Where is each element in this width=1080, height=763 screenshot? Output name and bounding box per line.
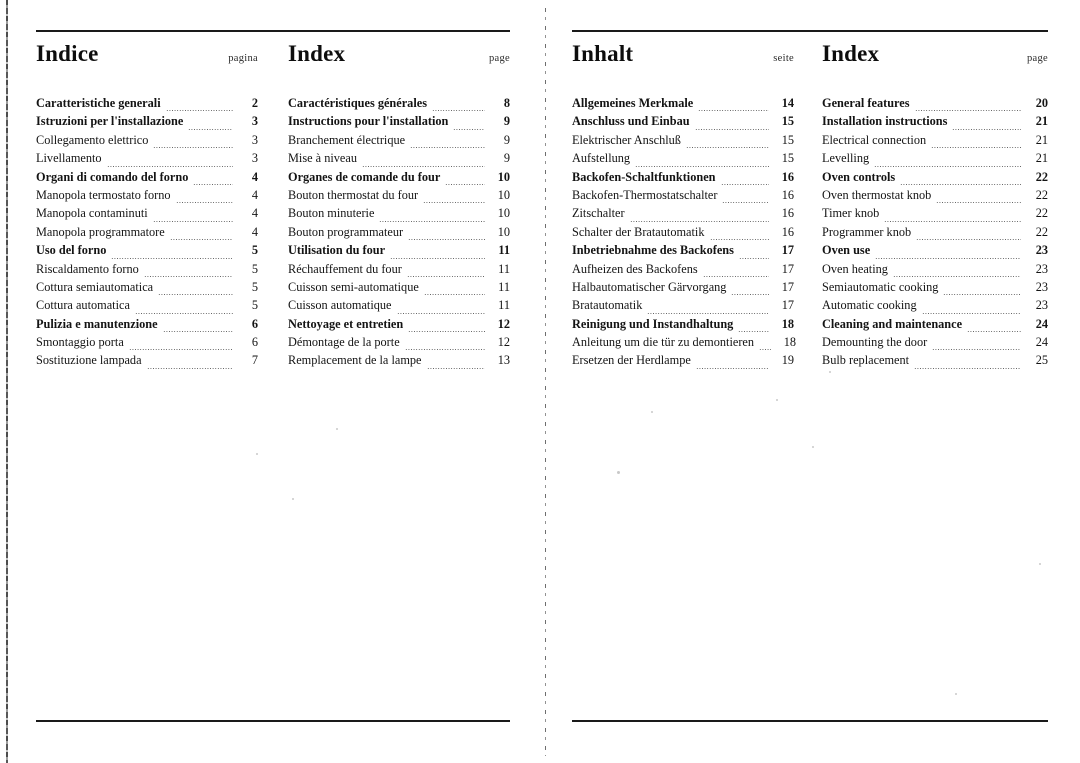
toc-entry[interactable] [822, 243, 1048, 261]
toc-dot-leader [170, 239, 233, 240]
toc-dot-leader [635, 166, 769, 167]
toc-entry[interactable] [36, 280, 258, 298]
toc-entry[interactable] [288, 96, 510, 114]
toc-entry-page-number: 8 [503, 96, 510, 110]
header-rule-left [36, 30, 510, 32]
toc-entry-page-number: 13 [497, 353, 510, 368]
toc-entry[interactable] [822, 151, 1048, 169]
toc-entry-page-number: 17 [781, 279, 794, 294]
toc-entry-label: Utilisation du four [288, 243, 386, 258]
toc-entry-label: Livellamento [36, 151, 102, 166]
toc-entry-page-number: 18 [781, 316, 794, 331]
toc-dot-leader [884, 221, 1021, 222]
toc-entry-page-number: 4 [251, 206, 258, 221]
toc-entry-page-number: 16 [781, 169, 794, 184]
toc-entry-label: Schalter der Bratautomatik [572, 224, 705, 239]
toc-dot-leader [952, 129, 1021, 130]
toc-dot-leader [158, 294, 233, 295]
toc-entry[interactable] [288, 353, 510, 371]
toc-entry-label: Instructions pour l'installation [288, 114, 449, 129]
toc-entry[interactable] [36, 262, 258, 280]
toc-entry[interactable] [572, 335, 797, 353]
toc-entry-label: Installation instructions [822, 114, 948, 129]
toc-entry-label: Cottura automatica [36, 298, 130, 313]
toc-entry[interactable] [572, 317, 794, 335]
toc-dot-leader [739, 258, 769, 259]
toc-entry[interactable] [822, 96, 1048, 114]
toc-entry-label: Levelling [822, 151, 870, 166]
toc-entry-page-number: 15 [781, 132, 794, 147]
toc-entry[interactable] [822, 317, 1048, 335]
toc-entry-label: Bouton minuterie [288, 206, 375, 221]
toc-entry-label: Oven use [822, 243, 871, 258]
toc-dot-leader [408, 239, 485, 240]
toc-dot-leader [163, 331, 233, 332]
toc-entry-label: Oven thermostat knob [822, 187, 932, 202]
toc-entry-page-number: 10 [497, 224, 510, 239]
toc-entry-page-number: 11 [498, 298, 510, 313]
toc-entry-label: Cuisson automatique [288, 298, 392, 313]
toc-column-french [288, 42, 510, 372]
toc-entry-label: Reinigung und Instandhaltung [572, 316, 734, 331]
toc-entry-page-number: 23 [1035, 279, 1048, 294]
header-rule-right [572, 30, 1048, 32]
toc-entry-page-number: 3 [251, 132, 258, 147]
toc-entry-label: Elektrischer Anschluß [572, 132, 681, 147]
toc-entry-label: Electrical connection [822, 132, 927, 147]
toc-header-english [822, 42, 1048, 82]
toc-entry[interactable] [36, 170, 258, 188]
toc-dot-leader [111, 258, 233, 259]
toc-entry-label: Bouton programmateur [288, 224, 404, 239]
toc-entry-page-number: 3 [251, 151, 258, 166]
toc-dot-leader [135, 313, 233, 314]
toc-entry[interactable] [288, 298, 510, 316]
toc-entry-page-number: 17 [781, 243, 794, 258]
toc-entry[interactable] [288, 317, 510, 335]
toc-entry-page-number: 6 [251, 316, 258, 331]
toc-entry-label: Caractéristiques générales [288, 96, 427, 110]
toc-dot-leader [423, 202, 485, 203]
toc-dot-leader [107, 166, 233, 167]
toc-entry-page-number: 15 [781, 114, 794, 129]
toc-entry-label: Cuisson semi-automatique [288, 279, 419, 294]
toc-dot-leader [407, 276, 485, 277]
page-title-italian: Indice [36, 41, 99, 66]
toc-entry-label: Manopola programmatore [36, 224, 165, 239]
toc-dot-leader [427, 368, 485, 369]
toc-entry-label: Backofen-Thermostatschalter [572, 187, 718, 202]
toc-entry[interactable] [572, 280, 794, 298]
toc-entry-page-number: 5 [251, 261, 258, 276]
toc-entry-page-number: 9 [503, 132, 510, 147]
toc-entry-page-number: 23 [1035, 261, 1048, 276]
toc-entry-label: Cottura semiautomatica [36, 279, 154, 294]
toc-entry[interactable] [36, 317, 258, 335]
toc-entry[interactable] [572, 96, 794, 114]
toc-entry-label: Aufstellung [572, 151, 631, 166]
toc-entry-label: Réchauffement du four [288, 261, 402, 276]
toc-dot-leader [176, 202, 233, 203]
toc-entry[interactable] [288, 151, 510, 169]
toc-entry-page-number: 17 [781, 261, 794, 276]
toc-dot-leader [915, 110, 1021, 111]
toc-entry-label: Sostituzione lampada [36, 353, 142, 368]
toc-entry-page-number: 22 [1035, 187, 1048, 202]
toc-entry[interactable] [36, 353, 258, 371]
toc-dot-leader [914, 368, 1021, 369]
page-column-label-french: page [488, 53, 510, 64]
toc-entry-page-number: 12 [497, 316, 510, 331]
page-title-english: Index [822, 41, 880, 66]
toc-entry[interactable] [36, 114, 258, 132]
toc-entry[interactable] [572, 225, 794, 243]
toc-entry[interactable] [822, 335, 1048, 353]
toc-entry[interactable] [822, 188, 1048, 206]
toc-entry-page-number: 19 [781, 353, 794, 368]
toc-entry-label: Programmer knob [822, 224, 912, 239]
page-column-label-german: seite [773, 53, 794, 64]
toc-entry-page-number: 18 [783, 335, 797, 350]
toc-entry[interactable] [288, 114, 510, 132]
toc-entry[interactable] [822, 114, 1048, 132]
toc-entry-label: Automatic cooking [822, 298, 917, 313]
toc-entry-page-number: 12 [497, 335, 510, 350]
toc-entry-label: Bulb replacement [822, 353, 910, 368]
toc-entry-page-number: 25 [1035, 353, 1048, 368]
toc-dot-leader [698, 110, 769, 111]
toc-list-english [822, 96, 1048, 372]
toc-dot-leader [166, 110, 233, 111]
toc-entry[interactable] [572, 353, 794, 371]
toc-entry-page-number: 21 [1035, 132, 1048, 147]
toc-dot-leader [630, 221, 769, 222]
toc-entry[interactable] [288, 243, 510, 261]
toc-entry-page-number: 5 [251, 298, 258, 313]
toc-entry[interactable] [822, 170, 1048, 188]
toc-dot-leader [703, 276, 769, 277]
toc-column-italian [36, 42, 258, 372]
toc-entry-label: Demounting the door [822, 335, 928, 350]
toc-entry-label: Collegamento elettrico [36, 132, 149, 147]
toc-entry[interactable] [36, 206, 258, 224]
toc-entry[interactable] [572, 114, 794, 132]
toc-dot-leader [695, 129, 769, 130]
toc-entry-label: Oven controls [822, 169, 896, 184]
toc-entry[interactable] [36, 225, 258, 243]
toc-dot-leader [875, 258, 1021, 259]
toc-entry-page-number: 23 [1035, 298, 1048, 313]
toc-entry-label: Branchement électrique [288, 132, 406, 147]
footer-rule-left [36, 720, 510, 722]
toc-list-german [572, 96, 797, 372]
toc-entry-label: Halbautomatischer Gärvorgang [572, 279, 727, 294]
toc-dot-leader [931, 147, 1021, 148]
toc-entry[interactable] [36, 96, 258, 114]
toc-entry[interactable] [288, 206, 510, 224]
toc-entry-page-number: 24 [1035, 316, 1048, 331]
toc-entry-label: Organes de comande du four [288, 169, 441, 184]
toc-dot-leader [932, 349, 1021, 350]
toc-entry-label: Backofen-Schaltfunktionen [572, 169, 716, 184]
toc-dot-leader [936, 202, 1021, 203]
toc-entry[interactable] [288, 170, 510, 188]
toc-dot-leader [432, 110, 485, 111]
toc-entry-page-number: 22 [1035, 224, 1048, 239]
toc-entry[interactable] [36, 151, 258, 169]
toc-dot-leader [147, 368, 233, 369]
toc-entry-page-number: 11 [498, 243, 510, 258]
toc-entry-label: Remplacement de la lampe [288, 353, 422, 368]
toc-dot-leader [188, 129, 233, 130]
toc-dot-leader [408, 331, 485, 332]
toc-entry-page-number: 14 [781, 96, 794, 110]
toc-entry-label: Manopola termostato forno [36, 187, 171, 202]
toc-entry[interactable] [822, 280, 1048, 298]
toc-entry-label: Aufheizen des Backofens [572, 261, 698, 276]
toc-dot-leader [445, 184, 485, 185]
toc-entry-page-number: 17 [781, 298, 794, 313]
toc-dot-leader [710, 239, 770, 240]
toc-dot-leader [731, 294, 769, 295]
toc-list-italian [36, 96, 258, 372]
toc-entry-label: Inbetriebnahme des Backofens [572, 243, 734, 258]
toc-entry[interactable] [288, 225, 510, 243]
toc-entry-page-number: 4 [251, 187, 258, 202]
toc-dot-leader [410, 147, 485, 148]
toc-header-german [572, 42, 794, 82]
toc-entry[interactable] [36, 298, 258, 316]
toc-list-french [288, 96, 510, 372]
toc-dot-leader [916, 239, 1021, 240]
toc-entry[interactable] [822, 298, 1048, 316]
toc-column-english [822, 42, 1048, 372]
toc-entry-label: Uso del forno [36, 243, 107, 258]
toc-dot-leader [405, 349, 485, 350]
toc-dot-leader [722, 202, 769, 203]
toc-entry[interactable] [288, 262, 510, 280]
toc-header-italian [36, 42, 258, 82]
toc-entry[interactable] [572, 243, 794, 261]
toc-entry-label: Semiautomatic cooking [822, 279, 939, 294]
toc-dot-leader [379, 221, 485, 222]
toc-entry[interactable] [572, 170, 794, 188]
toc-dot-leader [144, 276, 233, 277]
toc-entry-label: Allgemeines Merkmale [572, 96, 694, 110]
toc-dot-leader [738, 331, 769, 332]
toc-entry[interactable] [822, 353, 1048, 371]
toc-entry-label: Bratautomatik [572, 298, 643, 313]
toc-entry[interactable] [572, 206, 794, 224]
toc-entry[interactable] [822, 262, 1048, 280]
toc-entry[interactable] [572, 298, 794, 316]
toc-entry-label: Mise à niveau [288, 151, 357, 166]
toc-dot-leader [424, 294, 485, 295]
toc-dot-leader [153, 147, 233, 148]
toc-dot-leader [943, 294, 1021, 295]
toc-entry-label: Ersetzen der Herdlampe [572, 353, 691, 368]
toc-entry[interactable] [36, 335, 258, 353]
toc-entry-page-number: 20 [1035, 96, 1048, 110]
toc-dot-leader [686, 147, 769, 148]
toc-header-french [288, 42, 510, 82]
toc-dot-leader [129, 349, 233, 350]
toc-entry-page-number: 4 [251, 224, 258, 239]
toc-dot-leader [967, 331, 1021, 332]
toc-entry[interactable] [288, 133, 510, 151]
toc-entry[interactable] [36, 188, 258, 206]
toc-dot-leader [696, 368, 769, 369]
toc-entry-label: Smontaggio porta [36, 335, 124, 350]
toc-entry-page-number: 24 [1035, 335, 1048, 350]
toc-entry-label: Caratteristiche generali [36, 96, 161, 110]
toc-dot-leader [397, 313, 486, 314]
toc-entry-label: Organi di comando del forno [36, 169, 189, 184]
toc-column-german [572, 41, 797, 372]
toc-entry-label: Nettoyage et entretien [288, 316, 404, 331]
toc-entry-label: Oven heating [822, 261, 888, 276]
toc-entry-page-number: 11 [498, 261, 510, 276]
page-column-label-english: page [1026, 53, 1048, 64]
toc-entry-page-number: 10 [497, 187, 510, 202]
toc-entry-page-number: 7 [251, 353, 258, 368]
toc-entry[interactable] [822, 206, 1048, 224]
toc-dot-leader [453, 129, 485, 130]
toc-entry-label: General features [822, 96, 910, 110]
toc-entry-page-number: 4 [251, 169, 258, 184]
toc-entry-page-number: 6 [251, 335, 258, 350]
toc-entry[interactable] [822, 225, 1048, 243]
toc-entry-page-number: 21 [1035, 151, 1048, 166]
toc-dot-leader [874, 166, 1021, 167]
toc-entry-page-number: 10 [497, 206, 510, 221]
toc-entry-label: Bouton thermostat du four [288, 187, 419, 202]
toc-entry-page-number: 22 [1035, 169, 1048, 184]
toc-entry-page-number: 10 [497, 169, 510, 184]
toc-entry-page-number: 3 [251, 114, 258, 129]
page-title-german: Inhalt [572, 41, 634, 66]
toc-entry-label: Timer knob [822, 206, 880, 221]
toc-entry[interactable] [288, 188, 510, 206]
toc-entry-label: Riscaldamento forno [36, 261, 139, 276]
toc-dot-leader [893, 276, 1021, 277]
toc-entry[interactable] [36, 133, 258, 151]
toc-dot-leader [759, 349, 771, 350]
toc-entry-page-number: 22 [1035, 206, 1048, 221]
page-title-french: Index [288, 41, 346, 66]
toc-entry[interactable] [572, 151, 794, 169]
toc-entry-page-number: 2 [251, 96, 258, 110]
toc-entry-page-number: 16 [781, 206, 794, 221]
toc-dot-leader [721, 184, 770, 185]
toc-entry[interactable] [288, 280, 510, 298]
toc-entry-label: Anschluss und Einbau [572, 114, 690, 129]
toc-entry-page-number: 15 [781, 151, 794, 166]
toc-entry-page-number: 16 [781, 224, 794, 239]
toc-entry-page-number: 9 [503, 114, 510, 129]
footer-rule-right [572, 720, 1048, 722]
toc-dot-leader [900, 184, 1021, 185]
toc-entry-page-number: 21 [1035, 114, 1048, 129]
toc-entry[interactable] [572, 133, 794, 151]
toc-dot-leader [193, 184, 233, 185]
toc-entry-page-number: 5 [251, 243, 258, 258]
toc-entry-label: Istruzioni per l'installazione [36, 114, 184, 129]
toc-entry-page-number: 16 [781, 187, 794, 202]
toc-entry[interactable] [572, 188, 794, 206]
toc-dot-leader [362, 166, 485, 167]
toc-entry-label: Cleaning and maintenance [822, 316, 963, 331]
toc-entry-page-number: 9 [503, 151, 510, 166]
toc-entry-label: Manopola contaminuti [36, 206, 148, 221]
toc-entry[interactable] [36, 243, 258, 261]
toc-entry-label: Pulizia e manutenzione [36, 316, 158, 331]
toc-dot-leader [647, 313, 769, 314]
toc-dot-leader [153, 221, 233, 222]
toc-entry-label: Anleitung um die tür zu demontieren [572, 335, 755, 350]
toc-dot-leader [390, 258, 485, 259]
toc-entry-page-number: 5 [251, 279, 258, 294]
toc-entry-label: Zitschalter [572, 206, 625, 221]
toc-entry[interactable] [822, 133, 1048, 151]
toc-entry[interactable] [288, 335, 510, 353]
toc-dot-leader [922, 313, 1021, 314]
toc-entry-page-number: 23 [1035, 243, 1048, 258]
toc-entry[interactable] [572, 262, 794, 280]
toc-entry-page-number: 11 [498, 279, 510, 294]
page-column-label-italian: pagina [228, 53, 258, 64]
toc-entry-label: Démontage de la porte [288, 335, 400, 350]
